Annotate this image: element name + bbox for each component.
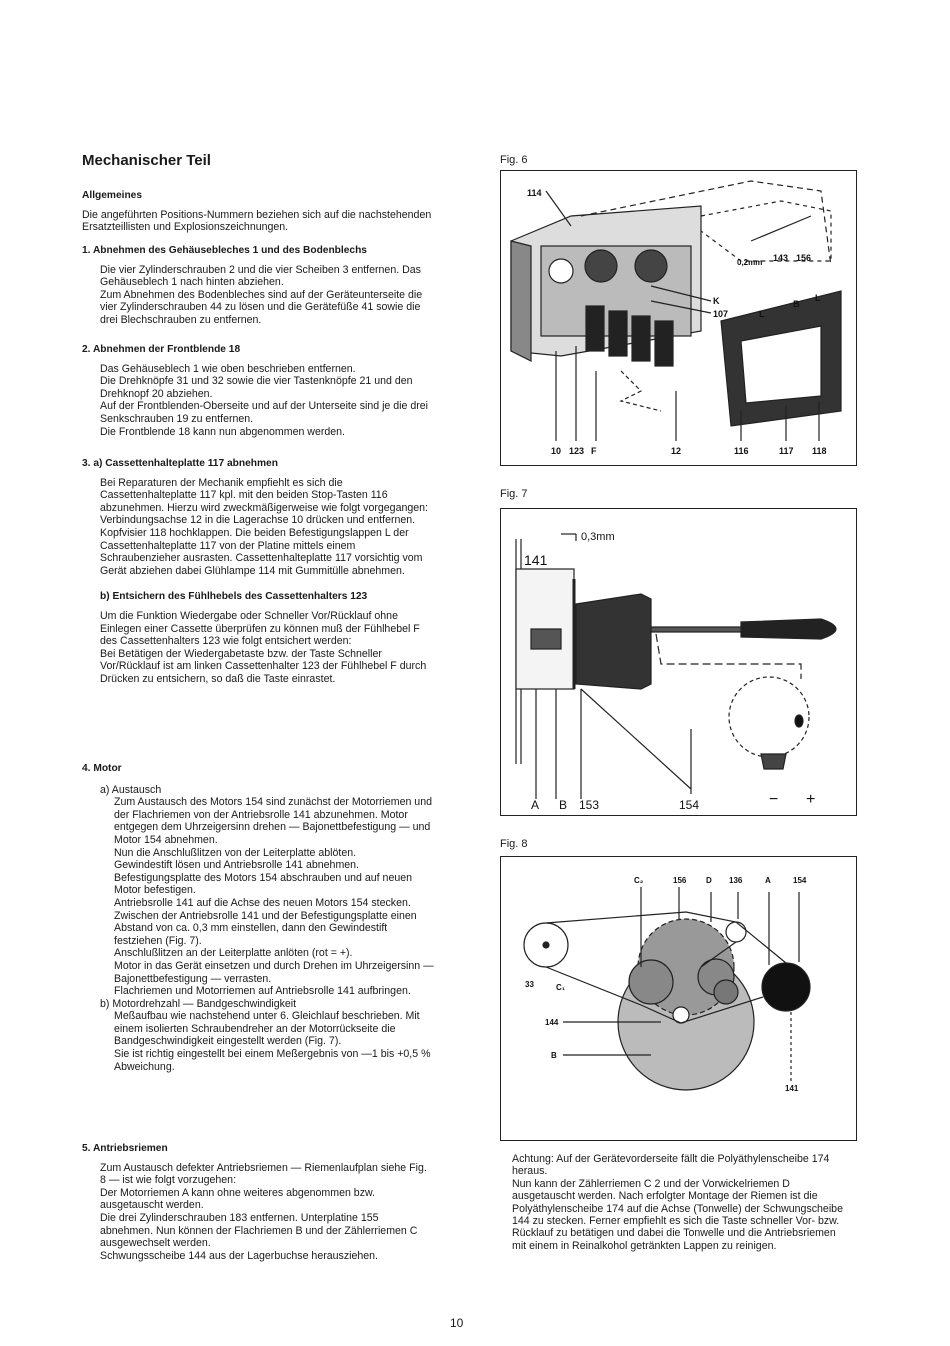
heading-s3b: b) Entsichern des Fühlhebels des Cassettenhalters 123	[100, 591, 368, 603]
page-title: Mechanischer Teil	[82, 152, 211, 169]
callout: B	[551, 1051, 557, 1060]
s4a-line: Anschlußlitzen an der Leiterplatte anlöten (rot = +).	[114, 947, 353, 960]
s4a-title: Austausch	[111, 783, 162, 796]
callout: D	[706, 876, 712, 885]
fig7-figure	[500, 508, 857, 816]
section-3	[82, 458, 434, 686]
s5-line: Schwungsscheibe 144 aus der Lagerbuchse herausziehen.	[100, 1249, 378, 1262]
s2-line: Die Drehknöpfe 31 und 32 sowie die vier Tastenknöpfe 21 und den Drehknopf 20 abziehen.	[100, 375, 413, 400]
right-paragraph: Achtung: Auf der Gerätevorderseite fällt die Polyäthylenscheibe 174 heraus.	[512, 1153, 830, 1178]
section-general	[82, 190, 434, 234]
callout: 114	[527, 188, 542, 198]
right-column-text	[512, 1153, 852, 1252]
callout: C₂	[634, 876, 644, 885]
s4b-line: Sie ist richtig eingestellt bei einem Meßergebnis von —1 bis +0,5 % Abweichung.	[114, 1048, 431, 1073]
callout: 0,2mm	[737, 258, 763, 267]
s3a-line: Verbindungsachse 12 in die Lagerachse 10 drücken und entfernen. Kopfvisier 118 hochklappen. Die beiden Befestigungslappen L der Cassettenhalteplatte 117 von der Platine mittels einem Schraubenzieher ausrasten. Cassettenhalteplatte 117 vorsichtig vom Gerät abziehen dabei Glühlampe 114 mit Gummitülle abnehmen.	[100, 514, 423, 577]
fig8-label: Fig. 8	[500, 838, 528, 850]
callout: −	[769, 791, 779, 808]
section-number: 4.	[82, 763, 91, 774]
s4a-line: Motor in das Gerät einsetzen und durch Drehen im Uhrzeigersinn — Bajonettbefestigung — verrasten.	[114, 959, 434, 985]
fig7-label: Fig. 7	[500, 488, 528, 500]
callout: 156	[673, 876, 687, 885]
callout: 118	[812, 446, 827, 456]
s2-line: Die Frontblende 18 kann nun abgenommen werden.	[100, 425, 345, 438]
callout: +	[806, 791, 816, 808]
callout: 136	[729, 876, 743, 885]
heading-s5: Antriebsriemen	[92, 1143, 168, 1154]
section-number: 2.	[82, 344, 91, 355]
s3b-line: Um die Funktion Wiedergabe oder Schneller Vor/Rücklauf ohne Einlegen einer Cassette überprüfen zu können muß der Fühlhebel F des Cassettenhalters 123 wie folgt entsichert werden:	[100, 609, 420, 648]
callout: 156	[796, 253, 812, 263]
section-number: 3.	[82, 458, 91, 469]
s4b-line: Meßaufbau wie nachstehend unter 6. Gleichlauf beschrieben. Mit einem isolierten Schraubendreher an der Motorrückseite die Bandgeschwindigkeit eingestellt werden (Fig. 7).	[114, 1010, 420, 1048]
callout: L	[815, 293, 821, 303]
s2-line: Das Gehäuseblech 1 wie oben beschrieben entfernen.	[100, 362, 356, 375]
heading-s2: Abnehmen der Frontblende 18	[92, 344, 241, 355]
heading-s1: Abnehmen des Gehäusebleches 1 und des Bodenblechs	[92, 245, 367, 256]
heading-s3a: a) Cassettenhalteplatte 117 abnehmen	[93, 458, 278, 469]
callout: 141	[785, 1084, 799, 1093]
s2-line: Auf der Frontblenden-Oberseite und auf der Unterseite sind je die drei Senkschrauben 19 zu entfernen.	[100, 400, 429, 425]
heading-general: Allgemeines	[82, 190, 143, 201]
fig6-drawing	[501, 171, 856, 465]
s3b-line: Bei Betätigen der Wiedergabetaste bzw. der Taste Schneller Vor/Rücklauf ist am linken Cassettenhalter 123 der Fühlhebel F durch Drücken zu entsichern, so daß die Taste einrastet.	[100, 647, 427, 685]
callout: 116	[734, 446, 749, 456]
callout: 141	[524, 552, 548, 568]
section-2	[82, 344, 434, 438]
s5-line: Der Motorriemen A kann ohne weiteres abgenommen bzw. ausgetauscht werden.	[100, 1186, 375, 1212]
s5-line: Die drei Zylinderschrauben 183 entfernen. Unterplatine 155 abnehmen. Nun können der Flachriemen B und der Zählerriemen C ausgewechselt werden.	[100, 1211, 418, 1250]
callout: 12	[671, 446, 682, 456]
callout: A	[531, 798, 540, 812]
callout: 33	[525, 980, 534, 989]
s4a-line: Gewindestift lösen und Antriebsrolle 141 abnehmen. Befestigungsplatte des Motors 154 abschrauben und auf neuen Motor befestigen.	[114, 859, 413, 897]
heading-s4: Motor	[93, 763, 122, 774]
fig8-drawing	[501, 857, 856, 1140]
callout: 10	[551, 446, 562, 456]
callout: 154	[793, 876, 807, 885]
general-text: Die angeführten Positions-Nummern beziehen sich auf die nachstehenden Ersatzteillisten und Explosionszeichnungen.	[82, 208, 432, 234]
callout: 107	[713, 309, 729, 319]
s4b-label: b)	[100, 997, 110, 1010]
right-paragraph: Nun kann der Zählerriemen C 2 und der Vorwickelriemen D ausgetauscht werden. Nach erfolgter Montage der Riemen ist die Polyäthylenscheibe 174 auf die Achse (Tonwelle) der Schwungscheibe 144 zu stecken. Ferner empfiehlt es sich die Taste schneller Vor- bzw. Rücklauf zu betätigen und dabei die Tonwelle und die Antriebsriemen mit einem in Reinalkohol getränkten Lappen zu reinigen.	[512, 1177, 843, 1252]
fig8-figure	[500, 856, 857, 1141]
section-number: 1.	[82, 245, 91, 256]
section-5	[82, 1143, 434, 1262]
s4a-line: Nun die Anschlußlitzen von der Leiterplatte ablöten.	[114, 846, 357, 859]
callout: 143	[773, 253, 789, 263]
s5-line: Zum Austausch defekter Antriebsriemen — Riemenlaufplan siehe Fig. 8 — ist wie folgt vorzugehen:	[100, 1161, 427, 1187]
callout: 0,3mm	[581, 531, 615, 543]
callout: K	[713, 296, 720, 306]
s4a-line: Zum Austausch des Motors 154 sind zunächst der Motorriemen und der Flachriemen von der Antriebsrolle 141 abzunehmen. Motor entgegen dem Uhrzeigersinn drehen — Bajonettbefestigung — und Motor 154 abnehmen.	[114, 796, 432, 846]
fig7-drawing	[501, 509, 856, 815]
s1-line: Die vier Zylinderschrauben 2 und die vier Scheiben 3 entfernen. Das Gehäuseblech 1 nach hinten abziehen.	[100, 263, 421, 289]
callout: 144	[545, 1018, 559, 1027]
callout: B	[793, 299, 800, 309]
s4a-line: Flachriemen und Motorriemen auf Antriebsrolle 141 aufbringen.	[114, 985, 411, 998]
section-1	[82, 245, 434, 327]
page-number: 10	[450, 1316, 464, 1330]
fig6-label: Fig. 6	[500, 154, 528, 166]
callout: C₁	[556, 983, 566, 992]
s4a-line: Antriebsrolle 141 auf die Achse des neuen Motors 154 stecken. Zwischen der Antriebsrolle 141 und der Befestigungsplatte einen Abstand von ca. 0,3 mm einstellen, dann den Gewindestift festziehen (Fig. 7).	[114, 896, 417, 947]
s4b-title: Motordrehzahl — Bandgeschwindigkeit	[112, 997, 297, 1010]
section-number: 5.	[82, 1143, 91, 1154]
callout: 153	[579, 798, 600, 812]
fig6-figure	[500, 170, 857, 466]
callout: L	[759, 309, 765, 319]
section-4	[82, 763, 434, 1073]
s3a-line: Bei Reparaturen der Mechanik empfiehlt es sich die Cassettenhalteplatte 117 kpl. mit den beiden Stop-Tasten 116 abzunehmen. Hierzu wird zweckmäßigerweise wie folgt vorgegangen:	[100, 476, 428, 514]
callout: B	[559, 798, 568, 812]
callout: 154	[679, 798, 700, 812]
callout: A	[765, 876, 771, 885]
callout: 123	[569, 446, 585, 456]
callout: F	[591, 446, 597, 456]
s1-line: Zum Abnehmen des Bodenbleches sind auf der Geräteunterseite die vier Zylinderschrauben 44 zu lösen und die Gerätefüße 41 sowie die drei Blechschrauben zu entfernen.	[100, 288, 423, 326]
callout: 117	[779, 446, 794, 456]
s4a-label: a)	[100, 783, 110, 796]
